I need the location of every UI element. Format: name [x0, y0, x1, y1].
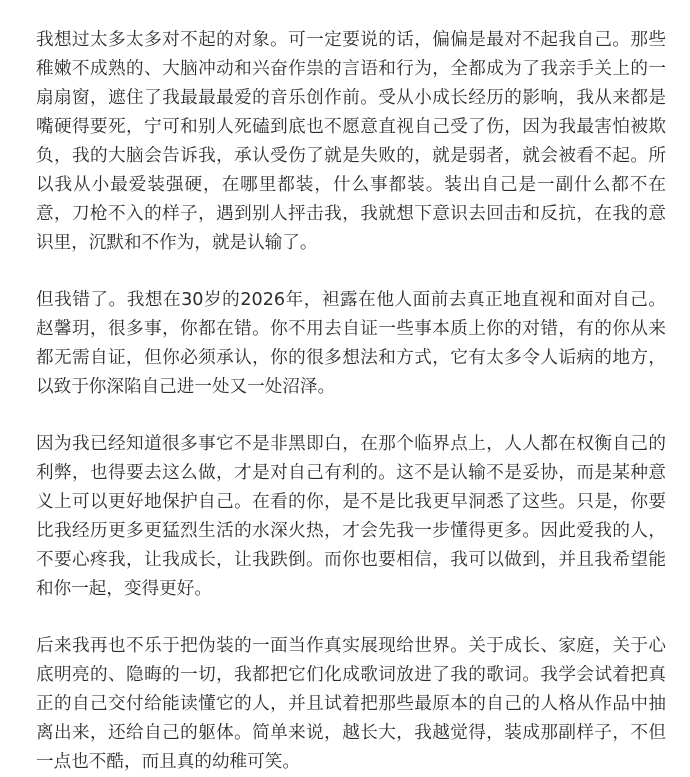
paragraph-3: 因为我已经知道很多事它不是非黑即白，在那个临界点上，人人都在权衡自己的利弊，也得要去这么做，才是对自己有利的。这不是认输不是妥协，而是某种意义上可以更好地保护自己。在看的你，是不是比我更早洞悉了这些。只是，你要比我经历更多更猛烈生活的水深火热，才会先我一步懂得更多。因此爱我的人，不要心疼我，让我成长，让我跌倒。而你也要相信，我可以做到，并且我希望能和你一起，变得更好。 [36, 434, 666, 599]
paragraph-2: 但我错了。我想在30岁的2026年，袒露在他人面前去真正地直视和面对自己。赵馨玥，很多事，你都在错。你不用去自证一些事本质上你的对错，有的你从来都无需自证，但你必须承认，你的很多想法和方式，它有太多令人诟病的地方，以致于你深陷自己进一处又一处沼泽。 [36, 290, 666, 397]
paragraph-1: 我想过太多太多对不起的对象。可一定要说的话，偏偏是最对不起我自己。那些稚嫩不成熟的、大脑冲动和兴奋作祟的言语和行为，全都成为了我亲手关上的一扇扇窗，遮住了我最最最爱的音乐创作前。受从小成长经历的影响，我从来都是嘴硬得要死，宁可和别人死磕到底也不愿意直视自己受了伤，因为我最害怕被欺负，我的大脑会告诉我，承认受伤了就是失败的，就是弱者，就会被看不起。所以我从小最爱装强硬，在哪里都装，什么事都装。装出自己是一副什么都不在意，刀枪不入的样子，遇到别人抨击我，我就想下意识去回击和反抗，在我的意识里，沉默和不作为，就是认输了。 [36, 30, 666, 253]
paragraph-4: 后来我再也不乐于把伪装的一面当作真实展现给世界。关于成长、家庭，关于心底明亮的、隐晦的一切，我都把它们化成歌词放进了我的歌词。我学会试着把真正的自己交付给能读懂它的人，并且试着把那些最原本的自己的人格从作品中抽离出来，还给自己的躯体。简单来说，越长大，我越觉得，装成那副样子，不但一点也不酷，而且真的幼稚可笑。 [36, 636, 666, 772]
article-body [36, 26, 666, 777]
